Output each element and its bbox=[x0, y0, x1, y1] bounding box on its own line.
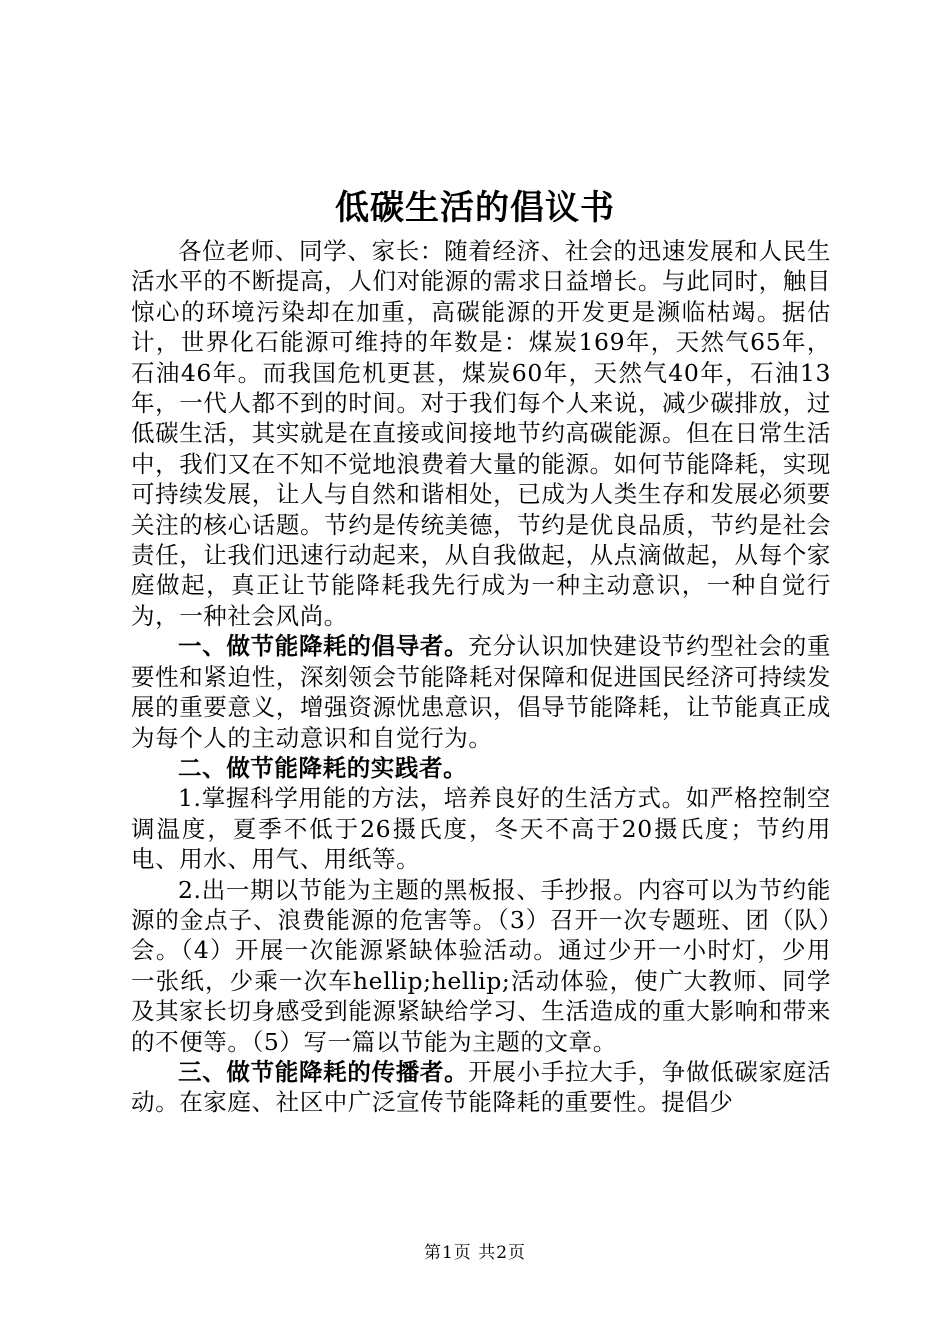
paragraph-text: 1.掌握科学用能的方法，培养良好的生活方式。如严格控制空调温度，夏季不低于26摄氏度，冬天不高于20摄氏度；节约用电、用水、用气、用纸等。 bbox=[131, 784, 831, 874]
paragraph-intro bbox=[131, 236, 831, 631]
document-title: 低碳生活的倡议书 bbox=[335, 188, 615, 228]
section-heading: 二、做节能降耗的实践者。 bbox=[178, 753, 468, 782]
paragraph-text: 各位老师、同学、家长：随着经济、社会的迅速发展和人民生活水平的不断提高，人们对能源的需求日益增长。与此同时，触目惊心的环境污染却在加重，高碳能源的开发更是濒临枯竭。据估计，世界化石能源可维持的年数是：煤炭169年，天然气65年，石油46年。而我国危机更甚，煤炭60年，天然气40年，石油13年，一代人都不到的时间。对于我们每个人来说，减少碳排放，过低碳生活，其实就是在直接或间接地节约高碳能源。但在日常生活中，我们又在不知不觉地浪费着大量的能源。如何节能降耗，实现可持续发展，让人与自然和谐相处，已成为人类生存和发展必须要关注的核心话题。节约是传统美德，节约是优良品质，节约是社会责任，让我们迅速行动起来，从自我做起，从点滴做起，从每个家庭做起，真正让节能降耗我先行成为一种主动意识，一种自觉行为，一种社会风尚。 bbox=[131, 237, 831, 630]
paragraph-section-1 bbox=[131, 631, 831, 753]
paragraph-item-1 bbox=[131, 783, 831, 874]
section-heading: 一、做节能降耗的倡导者。 bbox=[178, 632, 469, 661]
page-footer: 第1页 共2页 bbox=[423, 1243, 527, 1263]
document-body bbox=[131, 236, 831, 1118]
paragraph-section-3 bbox=[131, 1057, 831, 1118]
paragraph-item-2 bbox=[131, 875, 831, 1057]
section-heading: 三、做节能降耗的传播者。 bbox=[178, 1057, 469, 1086]
paragraph-section-2 bbox=[131, 753, 831, 783]
paragraph-text: 2.出一期以节能为主题的黑板报、手抄报。内容可以为节约能源的金点子、浪费能源的危害等。（3）召开一次专题班、团（队）会。（4）开展一次能源紧缺体验活动。通过少开一小时灯，少用一张纸，少乘一次车hellip;hellip;活动体验，使广大教师、同学及其家长切身感受到能源紧缺给学习、生活造成的重大影响和带来的不便等。（5）写一篇以节能为主题的文章。 bbox=[131, 875, 831, 1056]
paragraph-text: 开展小手拉大手，争做低碳家庭活动。在家庭、社区中广泛宣传节能降耗的重要性。提倡少 bbox=[131, 1057, 832, 1117]
paragraph-text: 充分认识加快建设节约型社会的重要性和紧迫性，深刻领会节能降耗对保障和促进国民经济可持续发展的重要意义，增强资源忧患意识，倡导节能降耗，让节能真正成为每个人的主动意识和自觉行为。 bbox=[131, 632, 832, 752]
